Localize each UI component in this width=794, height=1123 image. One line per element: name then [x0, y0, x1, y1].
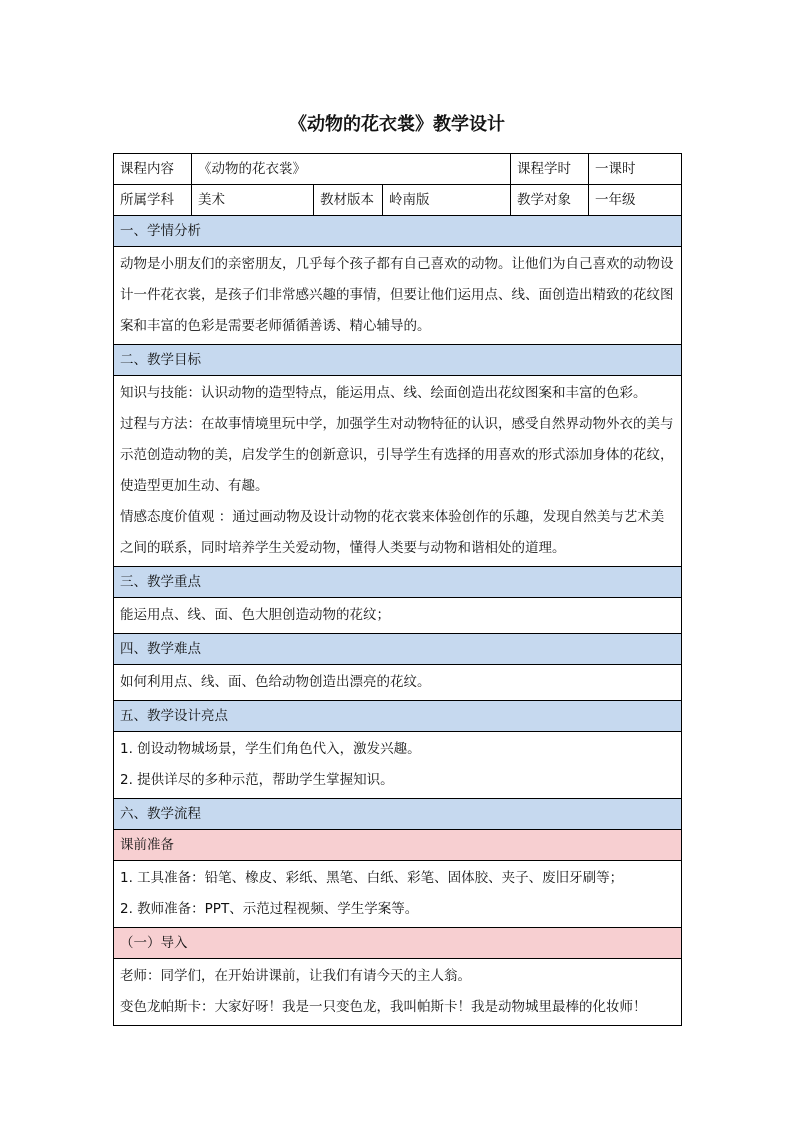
- section-body-row: [114, 376, 682, 567]
- info-row-course: [114, 154, 682, 185]
- label-course-content: 课程内容: [114, 154, 192, 185]
- paragraph: 过程与方法：在故事情境里玩中学，加强学生对动物特征的认识，感受自然界动物外衣的美与示范创造动物的美，启发学生的创新意识，引导学生有选择的用喜欢的形式添加身体的花纹，使造型更加生动、有趣。: [120, 416, 674, 494]
- subsection-heading-row: [114, 830, 682, 861]
- section-heading-learner-analysis: 一、学情分析: [114, 216, 682, 247]
- key-points-body: [114, 598, 682, 634]
- value-textbook-edition: 岭南版: [383, 185, 511, 216]
- section-heading-row: [114, 216, 682, 247]
- label-subject: 所属学科: [114, 185, 192, 216]
- section-heading-key-points: 三、教学重点: [114, 567, 682, 598]
- section-body-row: [114, 959, 682, 1026]
- value-course-content: 《动物的花衣裳》: [192, 154, 511, 185]
- list-item: 2. 提供详尽的多种示范，帮助学生掌握知识。: [120, 772, 394, 788]
- learner-analysis-body: [114, 247, 682, 345]
- section-heading-row: [114, 634, 682, 665]
- value-target-students: 一年级: [589, 185, 682, 216]
- section-heading-highlights: 五、教学设计亮点: [114, 701, 682, 732]
- preparation-body: [114, 861, 682, 928]
- page-title: 《动物的花衣裳》教学设计: [289, 114, 505, 135]
- label-course-hours: 课程学时: [511, 154, 589, 185]
- introduction-body: [114, 959, 682, 1026]
- section-heading-difficulties: 四、教学难点: [114, 634, 682, 665]
- paragraph: 如何利用点、线、面、色给动物创造出漂亮的花纹。: [120, 674, 431, 690]
- label-target-students: 教学对象: [511, 185, 589, 216]
- list-item: 1. 工具准备：铅笔、橡皮、彩纸、黑笔、白纸、彩笔、固体胶、夹子、废旧牙刷等；: [120, 870, 624, 886]
- lesson-plan-table: [113, 153, 682, 1026]
- info-row-subject: [114, 185, 682, 216]
- value-course-hours: 一课时: [589, 154, 682, 185]
- dialogue-line: 老师：同学们，在开始讲课前，让我们有请今天的主人翁。: [120, 968, 471, 984]
- subsection-heading-introduction: （一）导入: [114, 928, 682, 959]
- label-textbook-edition: 教材版本: [314, 185, 383, 216]
- section-body-row: [114, 732, 682, 799]
- section-body-row: [114, 861, 682, 928]
- highlights-body: [114, 732, 682, 799]
- section-heading-row: [114, 567, 682, 598]
- difficulties-body: [114, 665, 682, 701]
- section-heading-row: [114, 799, 682, 830]
- teaching-goals-body: [114, 376, 682, 567]
- section-body-row: [114, 598, 682, 634]
- subsection-heading-preparation: 课前准备: [114, 830, 682, 861]
- section-body-row: [114, 665, 682, 701]
- section-heading-row: [114, 701, 682, 732]
- subsection-heading-row: [114, 928, 682, 959]
- paragraph: 能运用点、线、面、色大胆创造动物的花纹；: [120, 607, 390, 623]
- value-subject: 美术: [192, 185, 314, 216]
- list-item: 2. 教师准备：PPT、示范过程视频、学生学案等。: [120, 901, 419, 917]
- paragraph: 动物是小朋友们的亲密朋友，几乎每个孩子都有自己喜欢的动物。让他们为自己喜欢的动物设计一件花衣裳，是孩子们非常感兴趣的事情，但要让他们运用点、线、面创造出精致的花纹图案和丰富的色彩是需要老师循循善诱、精心辅导的。: [120, 256, 674, 334]
- section-heading-row: [114, 345, 682, 376]
- section-heading-teaching-goals: 二、教学目标: [114, 345, 682, 376]
- paragraph: 情感态度价值观 ：通过画动物及设计动物的花衣裳来体验创作的乐趣，发现自然美与艺术美之间的联系，同时培养学生关爱动物，懂得人类要与动物和谐相处的道理。: [120, 509, 665, 556]
- paragraph: 知识与技能：认识动物的造型特点，能运用点、线、绘面创造出花纹图案和丰富的色彩。: [120, 385, 647, 401]
- dialogue-line: 变色龙帕斯卡：大家好呀！我是一只变色龙，我叫帕斯卡！我是动物城里最棒的化妆师！: [120, 999, 647, 1015]
- list-item: 1. 创设动物城场景，学生们角色代入，激发兴趣。: [120, 741, 421, 757]
- section-body-row: [114, 247, 682, 345]
- section-heading-teaching-process: 六、教学流程: [114, 799, 682, 830]
